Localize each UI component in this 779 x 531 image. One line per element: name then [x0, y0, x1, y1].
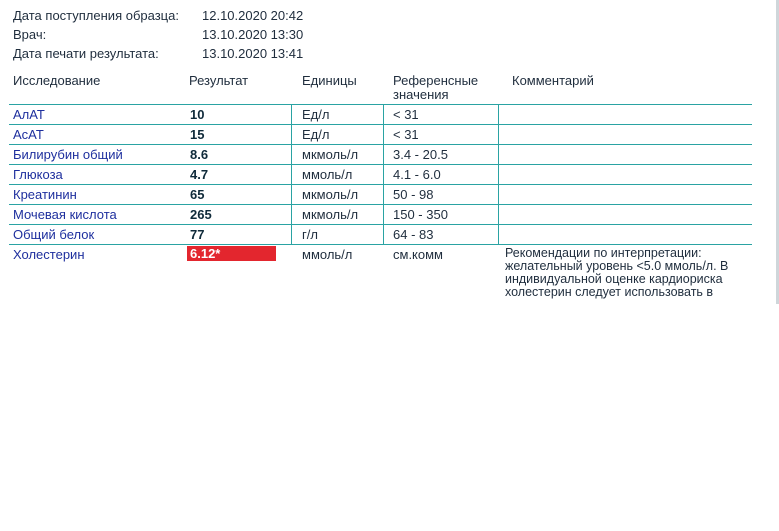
- table-row: [9, 185, 752, 205]
- cholesterol-comment: [505, 247, 750, 302]
- table-row: [9, 105, 752, 125]
- column-divider: [291, 165, 292, 185]
- test-units: мкмоль/л: [302, 187, 359, 202]
- test-result: 77: [190, 227, 205, 242]
- test-units: ммоль/л: [302, 247, 353, 262]
- table-row: [9, 125, 752, 145]
- out-of-range-result-badge: 6.12*: [187, 246, 276, 261]
- column-divider: [291, 145, 292, 165]
- test-reference: 50 - 98: [393, 187, 434, 202]
- column-header-reference-line1: Референсные: [393, 73, 479, 88]
- test-name: Холестерин: [13, 247, 85, 262]
- test-reference: 150 - 350: [393, 207, 448, 222]
- column-divider: [498, 105, 499, 125]
- column-header-units: Единицы: [302, 73, 357, 88]
- test-reference: 4.1 - 6.0: [393, 167, 441, 182]
- table-row: [9, 145, 752, 165]
- column-header-reference: [393, 74, 478, 102]
- table-row: [9, 225, 752, 245]
- info-value: 13.10.2020 13:41: [202, 46, 304, 61]
- column-divider: [291, 125, 292, 145]
- info-label: Дата поступления образца:: [13, 8, 179, 23]
- column-divider: [498, 205, 499, 225]
- test-result: 15: [190, 127, 205, 142]
- info-value: 12.10.2020 20:42: [202, 8, 304, 23]
- table-row: [9, 165, 752, 185]
- column-divider: [498, 125, 499, 145]
- test-units: Ед/л: [302, 127, 330, 142]
- test-reference: 3.4 - 20.5: [393, 147, 448, 162]
- test-name: АлАТ: [13, 107, 45, 122]
- comment-line: индивидуальной оценке кардиориска: [505, 272, 723, 286]
- table-row: [9, 205, 752, 225]
- test-units: ммоль/л: [302, 167, 353, 182]
- column-divider: [291, 225, 292, 245]
- column-divider: [291, 185, 292, 205]
- test-name: Глюкоза: [13, 167, 63, 182]
- column-divider: [291, 105, 292, 125]
- test-units: мкмоль/л: [302, 207, 359, 222]
- test-reference: см.комм: [393, 247, 443, 262]
- comment-line: желательный уровень <5.0 ммоль/л. В: [505, 259, 729, 273]
- comment-line: холестерин следует использовать в: [505, 285, 714, 299]
- test-name: Мочевая кислота: [13, 207, 117, 222]
- test-units: мкмоль/л: [302, 147, 359, 162]
- test-result: 8.6: [190, 147, 209, 162]
- test-result: 65: [190, 187, 205, 202]
- column-header-comment: Комментарий: [512, 73, 594, 88]
- results-table-header: [13, 74, 753, 104]
- test-reference: 64 - 83: [393, 227, 434, 242]
- test-reference: < 31: [393, 107, 419, 122]
- info-label: Дата печати результата:: [13, 46, 159, 61]
- column-divider: [498, 225, 499, 245]
- column-header-result: Результат: [189, 73, 249, 88]
- column-divider: [383, 205, 384, 225]
- column-divider: [498, 145, 499, 165]
- column-divider: [498, 165, 499, 185]
- info-label: Врач:: [13, 27, 47, 42]
- test-name: Билирубин общий: [13, 147, 123, 162]
- test-units: г/л: [302, 227, 318, 242]
- column-divider: [383, 165, 384, 185]
- test-units: Ед/л: [302, 107, 330, 122]
- column-header-test: Исследование: [13, 73, 101, 88]
- test-result: 10: [190, 107, 205, 122]
- column-divider: [383, 145, 384, 165]
- column-divider: [383, 125, 384, 145]
- info-value: 13.10.2020 13:30: [202, 27, 304, 42]
- column-divider: [383, 185, 384, 205]
- test-name: Креатинин: [13, 187, 77, 202]
- test-reference: < 31: [393, 127, 419, 142]
- column-divider: [383, 105, 384, 125]
- test-result: 265: [190, 207, 212, 222]
- column-divider: [498, 185, 499, 205]
- comment-line: Рекомендации по интерпретации:: [505, 247, 702, 260]
- column-divider: [383, 225, 384, 245]
- test-name: АсАТ: [13, 127, 44, 142]
- test-result: 4.7: [190, 167, 209, 182]
- test-name: Общий белок: [13, 227, 95, 242]
- column-divider: [291, 205, 292, 225]
- column-header-reference-line2: значения: [393, 87, 449, 102]
